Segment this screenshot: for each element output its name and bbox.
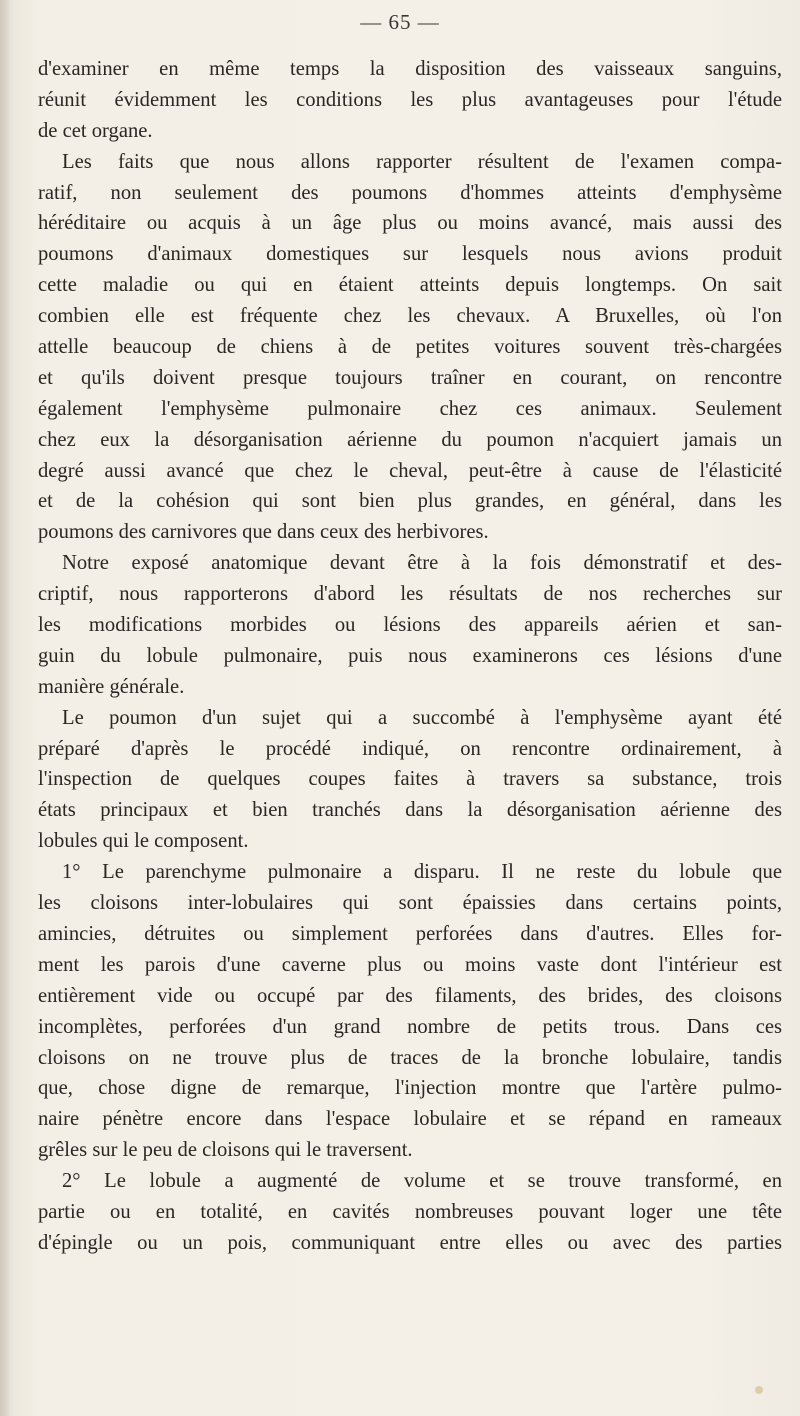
page-number: — 65 — [360,10,440,34]
paper-stain [755,1386,763,1394]
text-line: états principaux et bien tranchés dans la désorganisation aérienne des [38,799,782,822]
text-line: ratif, non seulement des poumons d'hommes atteints d'emphysème [38,181,782,204]
text-line: attelle beaucoup de chiens à de petites voitures souvent très-chargées [38,336,782,359]
text-line: héréditaire ou acquis à un âge plus ou moins avancé, mais aussi des [38,212,782,235]
text-line: réunit évidemment les conditions les plus avantageuses pour l'étude [38,88,782,111]
text-line: manière générale. [38,675,185,698]
text-line: naire pénètre encore dans l'espace lobulaire et se répand en rameaux [38,1108,782,1131]
binding-shadow [0,0,10,1416]
text-line: également l'emphysème pulmonaire chez ces animaux. Seulement [38,397,782,420]
text-line: ment les parois d'une caverne plus ou moins vaste dont l'intérieur est [38,953,782,976]
text-line: et qu'ils doivent presque toujours traîner en courant, on rencontre [38,366,782,389]
text-line: d'épingle ou un pois, communiquant entre elles ou avec des parties [38,1231,782,1254]
text-line: chez eux la désorganisation aérienne du poumon n'acquiert jamais un [38,428,782,451]
text-line: degré aussi avancé que chez le cheval, peut-être à cause de l'élasticité [38,459,782,482]
body-text [38,54,782,1259]
text-line: que, chose digne de remarque, l'injection montre que l'artère pulmo- [38,1077,782,1100]
text-line: 2° Le lobule a augmenté de volume et se trouve transformé, en [62,1170,782,1193]
text-line: grêles sur le peu de cloisons qui le traversent. [38,1139,413,1162]
text-line: d'examiner en même temps la disposition des vaisseaux sanguins, [38,58,782,80]
text-line: 1° Le parenchyme pulmonaire a disparu. Il ne reste du lobule que [62,861,782,884]
text-line: amincies, détruites ou simplement perforées dans d'autres. Elles for- [38,922,782,945]
text-line: combien elle est fréquente chez les chevaux. A Bruxelles, où l'on [38,305,782,328]
text-line: lobules qui le composent. [38,830,249,853]
text-line: partie ou en totalité, en cavités nombreuses pouvant loger une tête [38,1200,782,1223]
text-line: entièrement vide ou occupé par des filaments, des brides, des cloisons [38,984,782,1007]
text-line: l'inspection de quelques coupes faites à travers sa substance, trois [38,768,782,791]
text-line: Notre exposé anatomique devant être à la fois démonstratif et des- [62,552,782,575]
text-line: guin du lobule pulmonaire, puis nous examinerons ces lésions d'une [38,644,782,667]
text-line: les modifications morbides ou lésions des appareils aérien et san- [38,614,782,637]
text-line: préparé d'après le procédé indiqué, on rencontre ordinairement, à [38,737,782,760]
text-line: Le poumon d'un sujet qui a succombé à l'emphysème ayant été [62,706,782,729]
text-line: de cet organe. [38,119,153,142]
text-line: poumons des carnivores que dans ceux des herbivores. [38,521,489,544]
text-line: incomplètes, perforées d'un grand nombre de petits trous. Dans ces [38,1015,782,1038]
text-line: poumons d'animaux domestiques sur lesquels nous avions produit [38,243,782,266]
text-line: Les faits que nous allons rapporter résultent de l'examen compa- [62,150,782,173]
text-line: criptif, nous rapporterons d'abord les résultats de nos recherches sur [38,583,782,606]
text-line: et de la cohésion qui sont bien plus grandes, en général, dans les [38,490,782,513]
text-line: les cloisons inter-lobulaires qui sont épaissies dans certains points, [38,892,782,915]
text-line: cette maladie ou qui en étaient atteints depuis longtemps. On sait [38,274,782,297]
text-line: cloisons on ne trouve plus de traces de la bronche lobulaire, tandis [38,1046,782,1069]
